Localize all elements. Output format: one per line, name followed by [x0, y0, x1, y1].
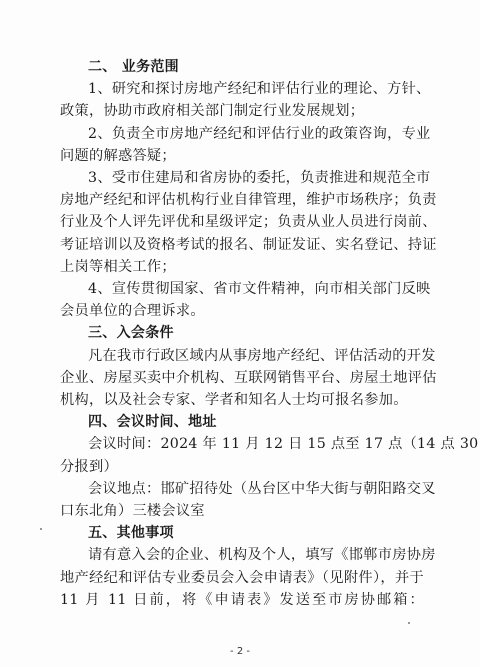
- paragraph-line: 凡在我市行政区域内从事房地产经纪、评估活动的开发: [88, 347, 436, 364]
- section-heading-membership-conditions: 三、入会条件: [88, 325, 174, 342]
- paragraph-line: 11 月 11 日前，将《申请表》发送至市房协邮箱：: [60, 591, 424, 608]
- paragraph-line: 2、负责全市房地产经纪和评估行业的政策咨询，专业: [88, 125, 431, 142]
- paragraph-line: 会员单位的合理诉求。: [60, 303, 205, 320]
- paragraph-line: 行业及个人评先评优和星级评定；负责从业人员进行岗前、: [60, 214, 437, 231]
- paragraph-line: 4、宣传贯彻国家、省市文件精神，向市相关部门反映: [88, 281, 431, 297]
- paragraph-line: 房地产经纪和评估机构行业自律管理，维护市场秩序；负责: [60, 192, 437, 209]
- paragraph-line: 地产经纪和评估专业委员会入会申请表》（见附件），并于: [60, 569, 424, 586]
- paragraph-line: 会议时间：2024 年 11 月 12 日 15 点至 17 点（14 点 30: [88, 436, 479, 453]
- paragraph-line: 企业、房屋买卖中介机构、互联网销售平台、房屋土地评估: [60, 369, 437, 386]
- paragraph-line: 口东北角）三楼会议室: [60, 503, 205, 519]
- paragraph-line: 政策，协助市政府相关部门制定行业发展规划；: [60, 103, 365, 120]
- paragraph-line: 请有意入会的企业、机构及个人，填写《邯郸市房协房: [88, 547, 436, 564]
- section-heading-meeting-time-address: 四、会议时间、地址: [88, 414, 217, 431]
- paragraph-line: 3、受市住建局和省房协的委托，负责推进和规范全市: [88, 170, 431, 186]
- section-heading-other-matters: 五、其他事项: [88, 525, 174, 542]
- section-heading-business-scope: 二、 业务范围: [88, 59, 179, 75]
- scan-speck: [408, 622, 410, 624]
- paragraph-line: 上岗等相关工作；: [60, 258, 176, 275]
- paragraph-line: 问题的解惑答疑；: [60, 147, 176, 164]
- paragraph-line: 1、研究和探讨房地产经纪和评估行业的理论、方针、: [88, 81, 431, 98]
- paragraph-line: 机构，以及社会专家、学者和知名人士均可报名参加。: [60, 392, 408, 408]
- paragraph-line: 考证培训以及资格考试的报名、制证发证、实名登记、持证: [60, 236, 437, 253]
- paragraph-line: 分报到）: [60, 458, 118, 475]
- page-number: - 2 -: [230, 646, 250, 657]
- scan-speck: [40, 528, 42, 530]
- paragraph-line: 会议地点：邯矿招待处（丛台区中华大街与朝阳路交叉: [88, 480, 436, 497]
